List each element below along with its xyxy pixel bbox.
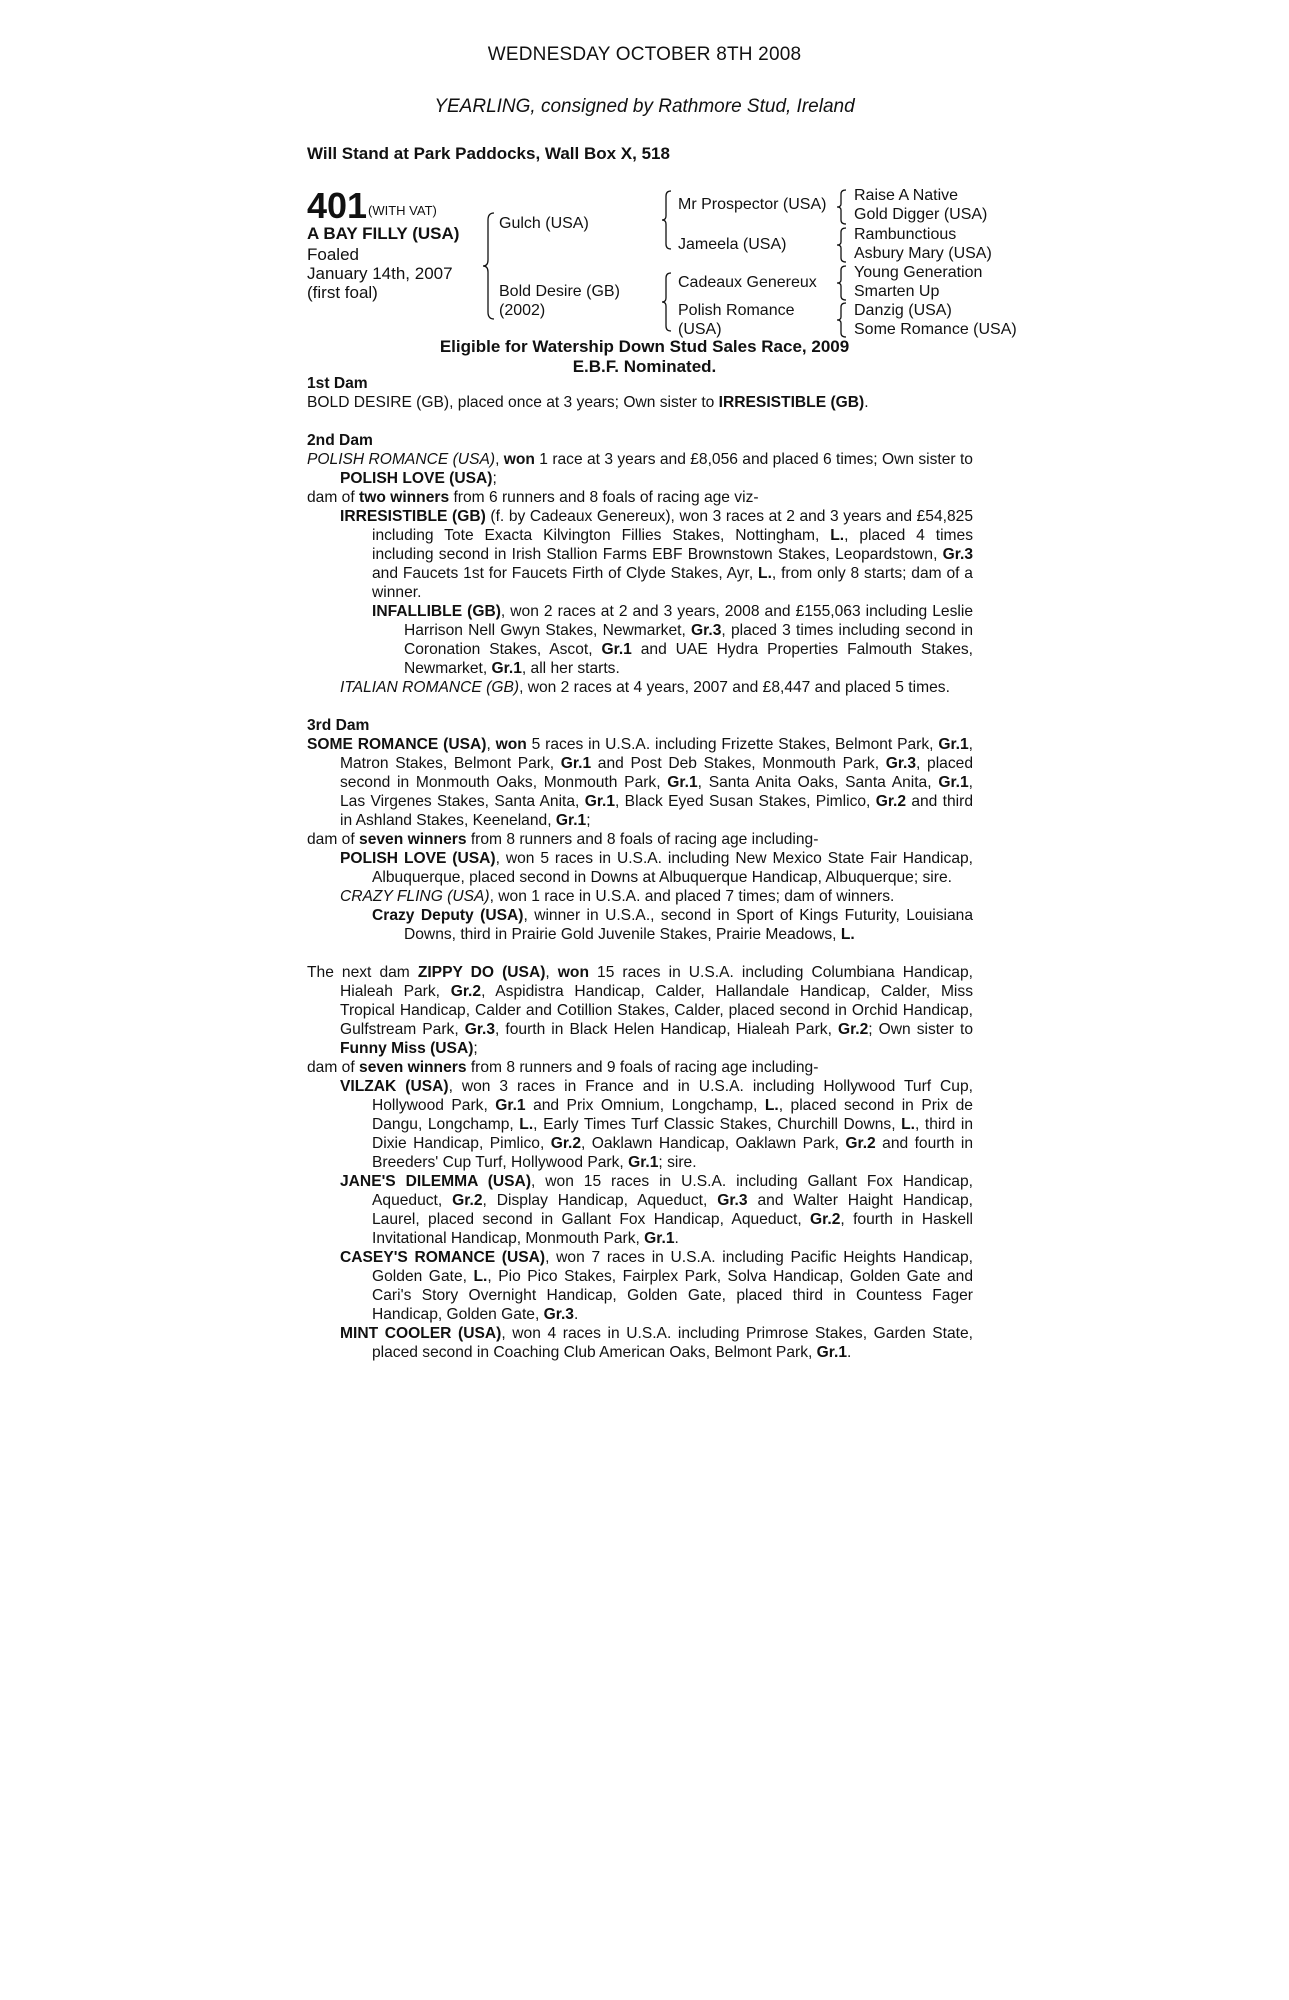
produce-vilzak: VILZAK (USA), won 3 races in France and in U.S.A. including Hollywood Turf Cup, Hollywood Park, Gr.1 and Prix Omnium, Longchamp, L., placed second in Prix de Dangu, Longchamp, L., Early Times Turf Classic Stakes, Churchill Downs, L., third in Dixie Handicap, Pimlico, Gr.2, Oaklawn Handicap, Oaklawn Park, Gr.2 and fourth in Breeders' Cup Turf, Hollywood Park, Gr.1; sire. (340, 1078, 973, 1171)
produce-caseys-romance: CASEY'S ROMANCE (USA), won 7 races in U.S.A. including Pacific Heights Handicap, Golden Gate, L., Pio Pico Stakes, Fairplex Park, Solva Handicap, Golden Gate and Cari's Story Overnight Handicap, Golden Gate, placed third in Countess Fager Handicap, Golden Gate, Gr.3. (340, 1249, 973, 1323)
second-dam-produce: dam of two winners from 6 runners and 8 foals of racing age viz- (307, 489, 759, 506)
pedigree-ggp-3: Rambunctious (854, 226, 957, 243)
pedigree-dam-dam: Polish Romance (678, 302, 795, 319)
pedigree-ggp-6: Smarten Up (854, 283, 940, 300)
pedigree-dam-dam-country: (USA) (678, 321, 722, 338)
pedigree-ggp-5: Young Generation (854, 264, 983, 281)
foaled-label: Foaled (307, 245, 359, 264)
vat-note: (WITH VAT) (368, 203, 437, 218)
pedigree-brace-dam (661, 272, 673, 332)
pedigree-sire-dam: Jameela (USA) (678, 236, 787, 253)
dam-line-text (307, 374, 973, 1362)
pedigree-dam: Bold Desire (GB) (499, 283, 620, 300)
lot-number: 401 (307, 185, 368, 226)
pedigree-ggp-2: Gold Digger (USA) (854, 206, 988, 223)
foal-note: (first foal) (307, 283, 378, 302)
produce-janes-dilemma: JANE'S DILEMMA (USA), won 15 races in U.S.A. including Gallant Fox Handicap, Aqueduct, Gr.2, Display Handicap, Aqueduct, Gr.3 and Walter Haight Handicap, Laurel, placed second in Gallant Fox Handicap, Aqueduct, Gr.2, fourth in Haskell Invitational Handicap, Monmouth Park, Gr.1. (340, 1173, 974, 1247)
third-dam-entry: SOME ROMANCE (USA), won 5 races in U.S.A. including Frizette Stakes, Belmont Park, Gr.1, Matron Stakes, Belmont Park, Gr.1 and Post Deb Stakes, Monmouth Park, Gr.3, placed second in Monmouth Oaks, Monmouth Park, Gr.1, Santa Anita Oaks, Santa Anita, Gr.1, Las Virgenes Stakes, Santa Anita, Gr.1, Black Eyed Susan Stakes, Pimlico, Gr.2 and third in Ashland Stakes, Keeneland, Gr.1; (307, 736, 973, 829)
pedigree-ggp-1: Raise A Native (854, 187, 959, 204)
pedigree-brace-main (482, 212, 496, 320)
third-dam-produce: dam of seven winners from 8 runners and 8 foals of racing age including- (307, 831, 819, 848)
third-dam-heading: 3rd Dam (307, 717, 370, 734)
pedigree-brace-g1 (836, 189, 848, 225)
produce-crazy-deputy: Crazy Deputy (USA), winner in U.S.A., second in Sport of Kings Futurity, Louisiana Downs, third in Prairie Gold Juvenile Stakes, Prairie Meadows, L. (372, 907, 973, 943)
second-dam-entry: POLISH ROMANCE (USA), won 1 race at 3 years and £8,056 and placed 6 times; Own sister to POLISH LOVE (USA); (307, 451, 973, 487)
ebf-line: E.B.F. Nominated. (572, 357, 717, 376)
second-dam-heading: 2nd Dam (307, 432, 373, 449)
pedigree-ggp-8: Some Romance (USA) (854, 321, 1017, 338)
pedigree-brace-g3 (836, 265, 848, 301)
produce-polish-love: POLISH LOVE (USA), won 5 races in U.S.A. including New Mexico State Fair Handicap, Albuquerque, placed second in Downs at Albuquerque Handicap, Albuquerque; sire. (340, 850, 973, 886)
lot-name: A BAY FILLY (USA) (307, 224, 460, 243)
first-dam-entry: BOLD DESIRE (GB), placed once at 3 years; Own sister to IRRESISTIBLE (GB). (307, 394, 869, 411)
first-dam-heading: 1st Dam (307, 375, 368, 392)
pedigree-brace-sire (661, 190, 673, 250)
pedigree-brace-g4 (836, 302, 848, 338)
consignment-line: YEARLING, consigned by Rathmore Stud, Ireland (434, 96, 855, 117)
pedigree-dam-year: (2002) (499, 302, 546, 319)
eligibility-line: Eligible for Watership Down Stud Sales Race, 2009 (439, 337, 850, 356)
stand-location: Will Stand at Park Paddocks, Wall Box X, 518 (307, 144, 670, 163)
pedigree-sire: Gulch (USA) (499, 215, 589, 232)
pedigree-dam-sire: Cadeaux Genereux (678, 274, 817, 291)
produce-crazy-fling: CRAZY FLING (USA), won 1 race in U.S.A. and placed 7 times; dam of winners. (340, 888, 895, 905)
sale-date: WEDNESDAY OCTOBER 8TH 2008 (487, 44, 802, 65)
produce-mint-cooler: MINT COOLER (USA), won 4 races in U.S.A. including Primrose Stakes, Garden State, placed second in Coaching Club American Oaks, Belmont Park, Gr.1. (340, 1325, 973, 1361)
next-dam-entry: The next dam ZIPPY DO (USA), won 15 races in U.S.A. including Columbiana Handicap, Hialeah Park, Gr.2, Aspidistra Handicap, Calder, Hallandale Handicap, Calder, Miss Tropical Handicap, Calder and Cotillion Stakes, Calder, placed second in Orchid Handicap, Gulfstream Park, Gr.3, fourth in Black Helen Handicap, Hialeah Park, Gr.2; Own sister to Funny Miss (USA); (307, 964, 974, 1057)
pedigree-brace-g2 (836, 227, 848, 263)
produce-irresistible: IRRESISTIBLE (GB) (f. by Cadeaux Genereux), won 3 races at 2 and 3 years and £54,825 including Tote Exacta Kilvington Fillies Stakes, Nottingham, L., placed 4 times including second in Irish Stallion Farms EBF Brownstown Stakes, Leopardstown, Gr.3 and Faucets 1st for Faucets Firth of Clyde Stakes, Ayr, L., from only 8 starts; dam of a winner. (340, 508, 973, 601)
pedigree-sire-sire: Mr Prospector (USA) (678, 196, 827, 213)
produce-infallible: INFALLIBLE (GB), won 2 races at 2 and 3 years, 2008 and £155,063 including Leslie Harrison Nell Gwyn Stakes, Newmarket, Gr.3, placed 3 times including second in Coronation Stakes, Ascot, Gr.1 and UAE Hydra Properties Falmouth Stakes, Newmarket, Gr.1, all her starts. (372, 603, 974, 677)
next-dam-produce: dam of seven winners from 8 runners and 9 foals of racing age including- (307, 1059, 819, 1076)
produce-italian-romance: ITALIAN ROMANCE (GB), won 2 races at 4 years, 2007 and £8,447 and placed 5 times. (340, 679, 950, 696)
pedigree-ggp-7: Danzig (USA) (854, 302, 952, 319)
foaled-date: January 14th, 2007 (307, 264, 453, 283)
pedigree-ggp-4: Asbury Mary (USA) (854, 245, 992, 262)
